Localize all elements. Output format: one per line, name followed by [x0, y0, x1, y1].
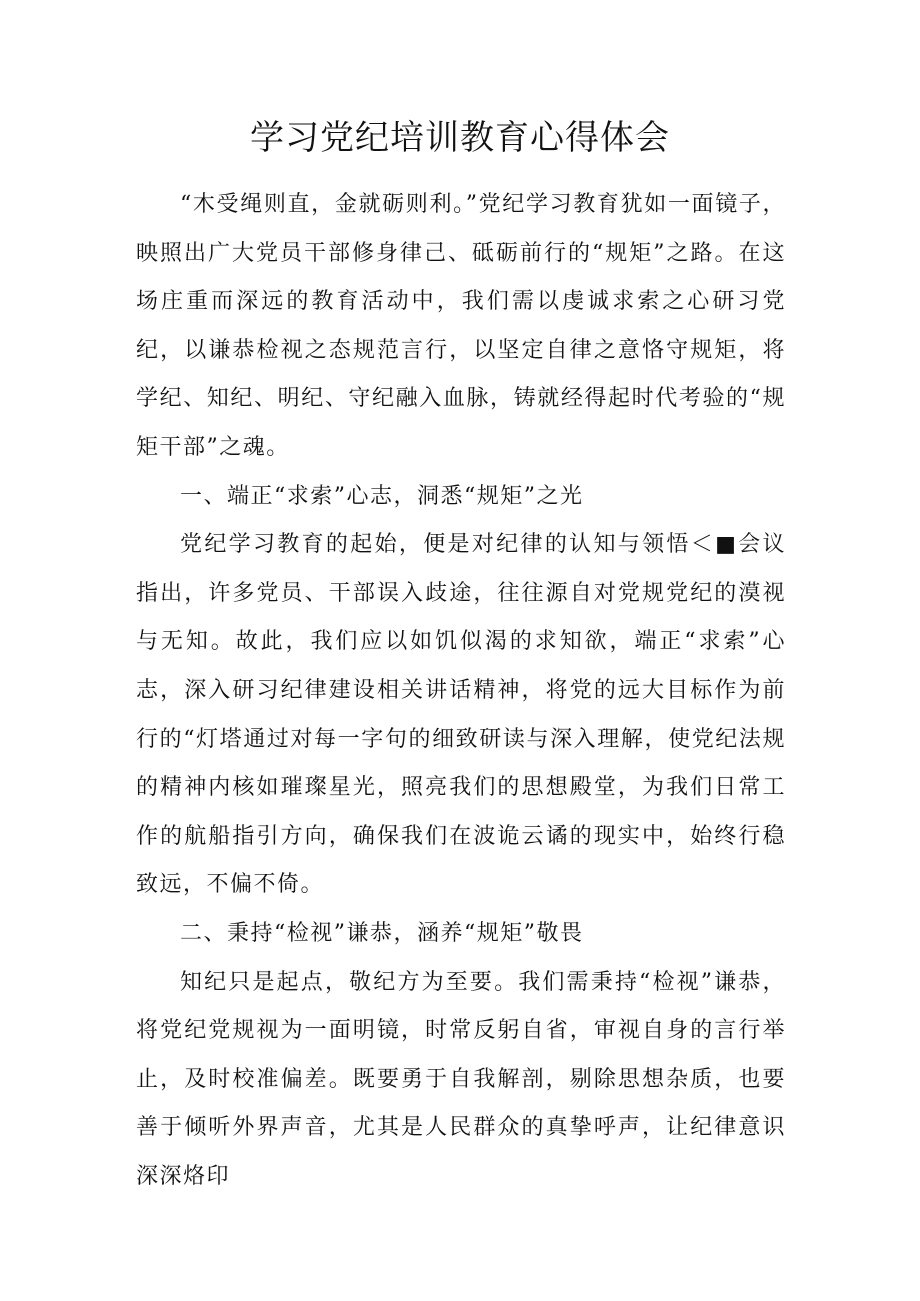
section-1-paragraph: 党纪学习教育的起始，便是对纪律的认知与领悟＜■会议指出，许多党员、干部误入歧途，往往源自对党规党纪的漠视与无知。故此，我们应以如饥似渴的求知欲，端正“求索”心志，深入研习纪律建设相关讲话精神，将党的远大目标作为前行的“灯塔通过对每一字句的细致研读与深入理解，使党纪法规的精神内核如璀璨星光，照亮我们的思想殿堂，为我们日常工作的航船指引方向，确保我们在波诡云谲的现实中，始终行稳致远，不偏不倚。	[136, 532, 786, 898]
section-2-paragraph: 知纪只是起点，敬纪方为至要。我们需秉持“检视”谦恭，将党纪党规视为一面明镜，时常反躬自省，审视自身的言行举止，及时校准偏差。既要勇于自我解剖，剔除思想杂质，也要善于倾听外界声音，尤其是人民群众的真挚呼声，让纪律意识深深烙印	[136, 969, 786, 1189]
section-heading-1: 一、端正“求索”心志，洞悉“规矩”之光	[180, 483, 584, 509]
intro-paragraph: “木受绳则直，金就砺则利。”党纪学习教育犹如一面镜子，映照出广大党员干部修身律己、砥砺前行的“规矩”之路。在这场庄重而深远的教育活动中，我们需以虔诚求索之心研习党纪，以谦恭检视之态规范言行，以坚定自律之意恪守规矩，将学纪、知纪、明纪、守纪融入血脉，铸就经得起时代考验的“规矩干部”之魂。	[136, 192, 786, 460]
section-heading-2: 二、秉持“检视”谦恭，涵养“规矩”敬畏	[180, 920, 584, 946]
document-title: 学习党纪培训教育心得体会	[250, 118, 670, 158]
document-body	[136, 181, 786, 1201]
